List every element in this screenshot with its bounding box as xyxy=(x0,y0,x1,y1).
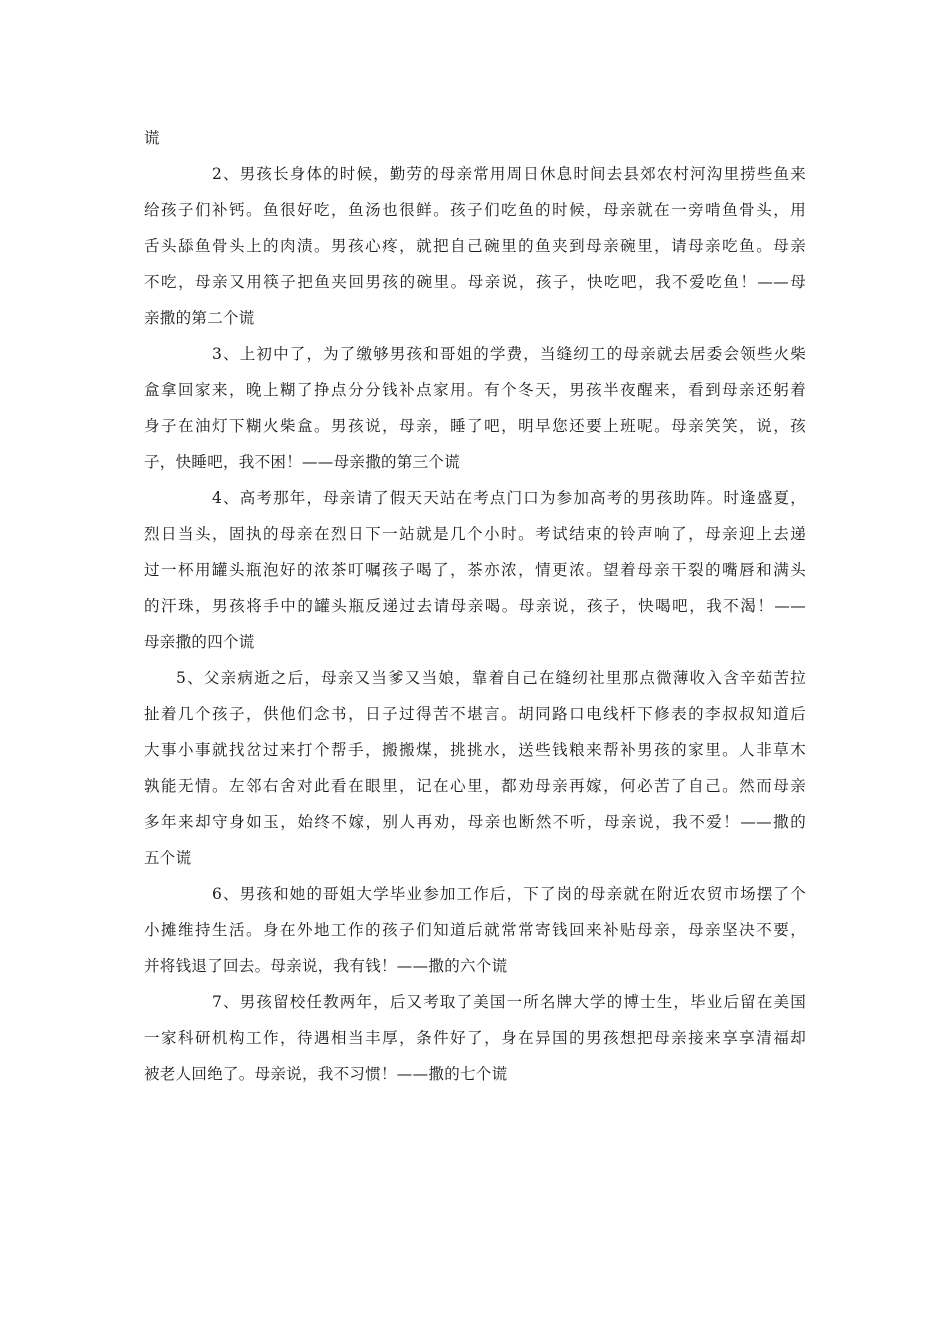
paragraph-6-line: 6、男孩和她的哥姐大学毕业参加工作后，下了岗的母亲就在附近农贸市场摆了个 xyxy=(212,885,806,903)
paragraph-5-line: 5、父亲病逝之后，母亲又当爹又当娘，靠着自己在缝纫社里那点微薄收入含辛茹苦拉 xyxy=(176,669,806,687)
paragraph-3-line: 子，快睡吧，我不困！——母亲撒的第三个谎 xyxy=(144,453,461,471)
paragraph-7-line: 一家科研机构工作，待遇相当丰厚，条件好了，身在异国的男孩想把母亲接来享享清福却 xyxy=(144,1029,806,1047)
paragraph-5-line: 大事小事就找岔过来打个帮手，搬搬煤，挑挑水，送些钱粮来帮补男孩的家里。人非草木 xyxy=(144,741,806,759)
text-line: 谎 xyxy=(144,129,160,147)
paragraph-4-line: 4、高考那年，母亲请了假天天站在考点门口为参加高考的男孩助阵。时逢盛夏， xyxy=(212,489,806,507)
paragraph-2-line: 不吃，母亲又用筷子把鱼夹回男孩的碗里。母亲说，孩子，快吃吧，我不爱吃鱼！——母 xyxy=(144,273,806,291)
paragraph-4-line: 过一杯用罐头瓶泡好的浓茶叮嘱孩子喝了，茶亦浓，情更浓。望着母亲干裂的嘴唇和满头 xyxy=(144,561,806,579)
paragraph-6-line: 小摊维持生活。身在外地工作的孩子们知道后就常常寄钱回来补贴母亲，母亲坚决不要， xyxy=(144,921,806,939)
paragraph-3-line: 身子在油灯下糊火柴盒。男孩说，母亲，睡了吧，明早您还要上班呢。母亲笑笑，说，孩 xyxy=(144,417,806,435)
paragraph-2-line: 舌头舔鱼骨头上的肉渍。男孩心疼，就把自己碗里的鱼夹到母亲碗里，请母亲吃鱼。母亲 xyxy=(144,237,806,255)
paragraph-2-line: 2、男孩长身体的时候，勤劳的母亲常用周日休息时间去县郊农村河沟里捞些鱼来 xyxy=(212,165,806,183)
paragraph-4-line: 的汗珠，男孩将手中的罐头瓶反递过去请母亲喝。母亲说，孩子，快喝吧，我不渴！—— xyxy=(144,597,806,615)
paragraph-2-line: 给孩子们补钙。鱼很好吃，鱼汤也很鲜。孩子们吃鱼的时候，母亲就在一旁啃鱼骨头，用 xyxy=(144,201,806,219)
paragraph-5-line: 五个谎 xyxy=(144,849,192,867)
paragraph-7-line: 7、男孩留校任教两年，后又考取了美国一所名牌大学的博士生，毕业后留在美国 xyxy=(212,993,806,1011)
paragraph-5-line: 扯着几个孩子，供他们念书，日子过得苦不堪言。胡同路口电线杆下修表的李叔叔知道后 xyxy=(144,705,806,723)
paragraph-5-line: 孰能无情。左邻右舍对此看在眼里，记在心里，都劝母亲再嫁，何必苦了自己。然而母亲 xyxy=(144,777,806,795)
paragraph-3-line: 盒拿回家来，晚上糊了挣点分分钱补点家用。有个冬天，男孩半夜醒来，看到母亲还躬着 xyxy=(144,381,806,399)
paragraph-6-line: 并将钱退了回去。母亲说，我有钱！——撒的六个谎 xyxy=(144,957,508,975)
paragraph-5-line: 多年来却守身如玉，始终不嫁，别人再劝，母亲也断然不听，母亲说，我不爱！——撒的 xyxy=(144,813,806,831)
paragraph-3-line: 3、上初中了，为了缴够男孩和哥姐的学费，当缝纫工的母亲就去居委会领些火柴 xyxy=(212,345,806,363)
paragraph-4-line: 烈日当头，固执的母亲在烈日下一站就是几个小时。考试结束的铃声响了，母亲迎上去递 xyxy=(144,525,806,543)
paragraph-2-line: 亲撒的第二个谎 xyxy=(144,309,255,327)
paragraph-4-line: 母亲撒的四个谎 xyxy=(144,633,255,651)
paragraph-7-line: 被老人回绝了。母亲说，我不习惯！——撒的七个谎 xyxy=(144,1065,508,1083)
